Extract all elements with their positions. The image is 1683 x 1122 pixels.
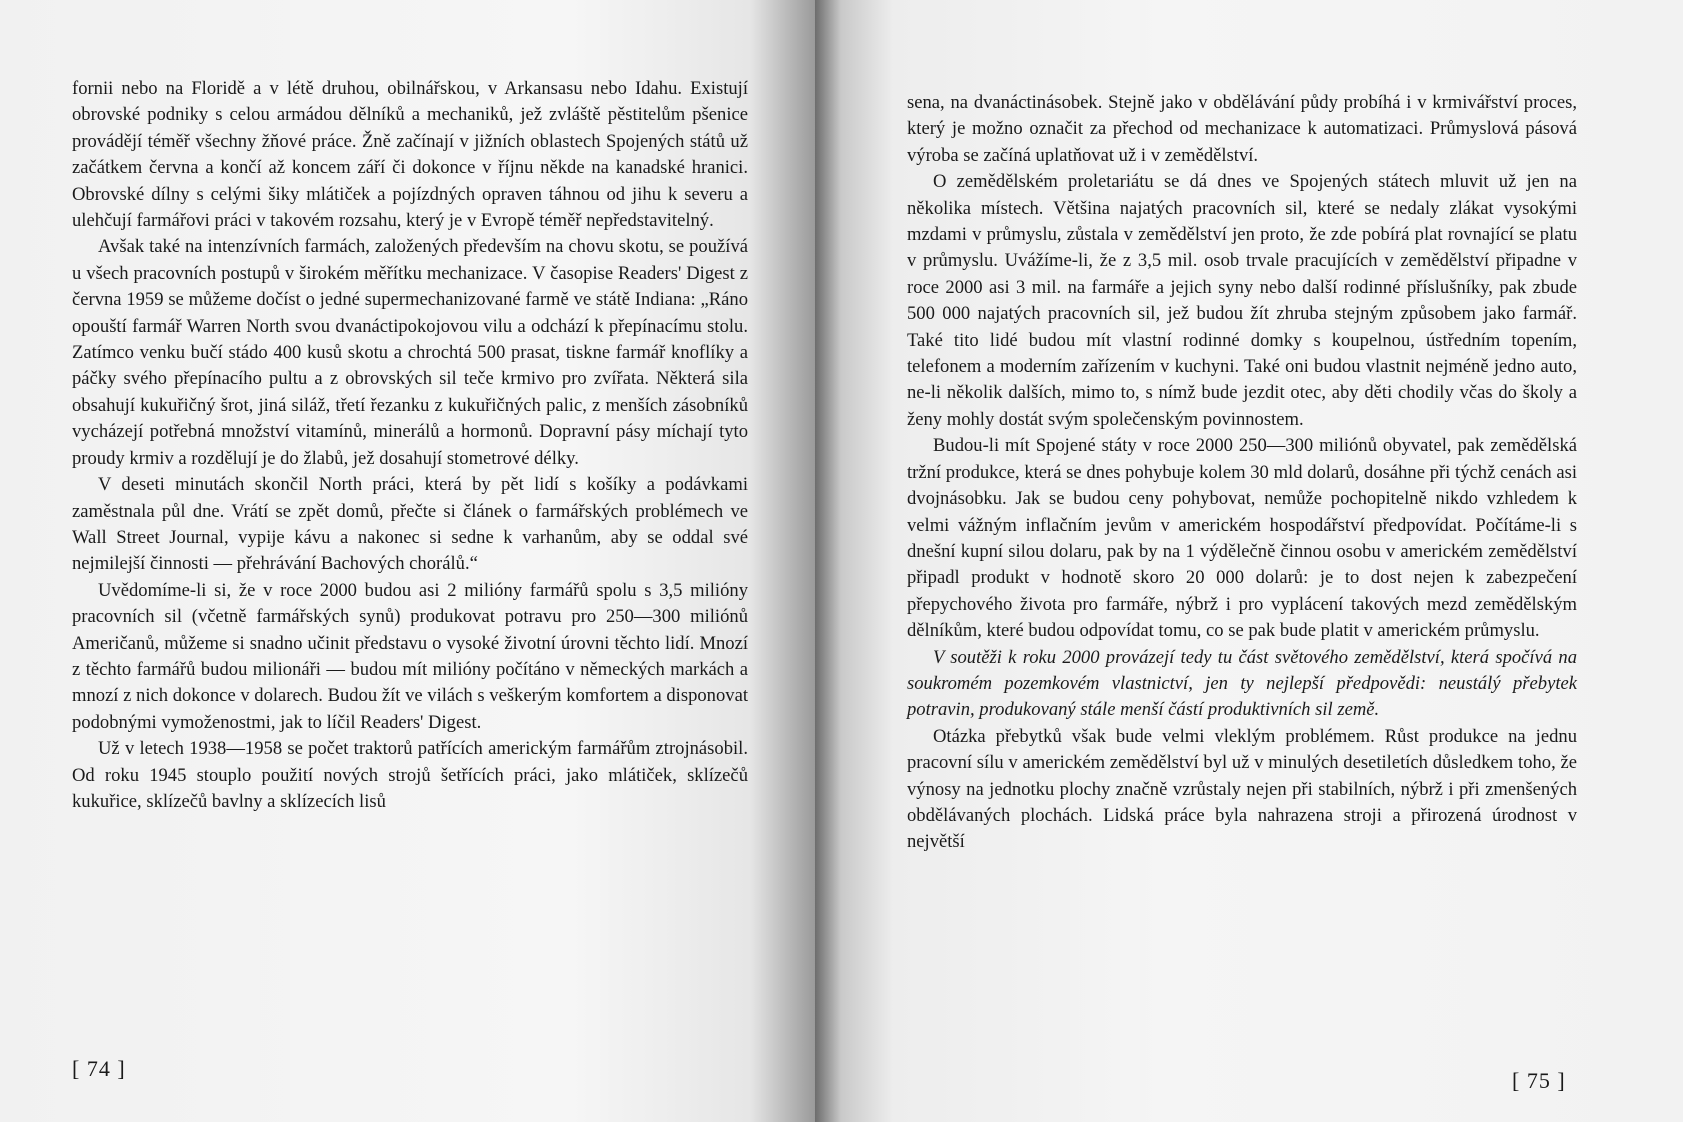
paragraph: Avšak také na intenzívních farmách, založených především na chovu skotu, se používá u všech pracovních postupů v širokém měřítku mechanizace. V časopise Readers' Digest z června 1959 se můžeme dočíst o jedné supermechanizované farmě ve státě Indiana: „Ráno opouští farmář Warren North svou dvanáctipokojovou vilu a odchází k přepínacímu stolu. Zatímco venku bučí stádo 400 kusů skotu a chrochtá 500 prasat, tiskne farmář knoflíky a páčky svého přepínacího pultu a z obrovských sil teče krmivo pro zvířata. Některá sila obsahují kukuřičný šrot, jiná siláž, třetí řezanku z kukuřičných palic, z menších zásobníků vycházejí potřebná množství vitamínů, minerálů a hormonů. Dopravní pásy míchají tyto proudy krmiv a rozdělují je do žlabů, jež dosahují stometrové délky. (72, 236, 748, 469)
paragraph: Uvědomíme-li si, že v roce 2000 budou asi 2 milióny farmářů spolu s 3,5 milióny pracovních sil (včetně farmářských synů) produkovat potravu pro 250—300 miliónů Američanů, můžeme si snadno učinit představu o vysoké životní úrovni těchto lidí. Mnozí z těchto farmářů budou milionáři — budou mít milióny počítáno v německých markách a mnozí z nich dokonce v dolarech. Budou žít ve vilách s veškerým komfortem a disponovat podobnými vymoženostmi, jak to líčil Readers' Digest. (72, 579, 748, 733)
right-page (815, 0, 1683, 1122)
left-page (0, 0, 815, 1122)
right-page-text (907, 90, 1577, 856)
left-page-text (72, 76, 748, 815)
page-number: [ 75 ] (1512, 1068, 1566, 1093)
paragraph: Otázka přebytků však bude velmi vleklým problémem. Růst produkce na jednu pracovní sílu v americkém zemědělství byl už v minulých desetiletích důsledkem toho, že výnosy na jednotku plochy značně vzrůstaly nejen při stabilních, nýbrž i při zmenšených obdělávaných plochách. Lidská práce byla nahrazena stroji a přirozená úrodnost v největší (907, 725, 1577, 853)
italic-paragraph: V soutěži k roku 2000 provázejí tedy tu část světového zemědělství, která spočívá na soukromém pozemkovém vlastnictví, jen ty nejlepší předpovědi: neustálý přebytek potravin, produkovaný stále menší částí produktivních sil země. (907, 646, 1577, 721)
paragraph: fornii nebo na Floridě a v létě druhou, obilnářskou, v Arkansasu nebo Idahu. Existují obrovské podniky s celou armádou dělníků a mechaniků, jež zvláště pěstitelům pšenice provádějí téměř všechny žňové práce. Žně začínají v jižních oblastech Spojených států už začátkem června a končí až koncem září či dokonce v říjnu někde na kanadské hranici. Obrovské dílny s celými šiky mlátiček a pojízdných opraven táhnou od jihu k severu a ulehčují farmářovi práci v takovém rozsahu, který je v Evropě téměř nepředstavitelný. (72, 78, 748, 232)
paragraph: O zemědělském proletariátu se dá dnes ve Spojených státech mluvit už jen na několika místech. Většina najatých pracovních sil, které se nedaly zlákat vysokými mzdami v průmyslu, zůstala v zemědělství jen proto, že zde pobírá plat rovnající se platu v průmyslu. Uvážíme-li, že z 3,5 mil. osob trvale pracujících v zemědělství připadne v roce 2000 asi 3 mil. na farmáře a jejich syny nebo další rodinné příslušníky, pak zbude 500 000 najatých pracovních sil, jež budou žít zhruba stejným způsobem jako farmář. Také tito lidé budou mít vlastní rodinné domky s koupelnou, ústředním topením, telefonem a moderním zařízením v kuchyni. Také oni budou vlastnit nejméně jedno auto, ne-li několik dalších, mimo to, s nímž bude jezdit otec, aby děti chodily včas do školy a ženy mohly dostát svým společenským povinnostem. (907, 171, 1577, 430)
page-number: [ 74 ] (72, 1056, 126, 1081)
paragraph: Budou-li mít Spojené státy v roce 2000 250—300 miliónů obyvatel, pak zemědělská tržní produkce, která se dnes pohybuje kolem 30 mld dolarů, dosáhne při týchž cenách asi dvojnásobku. Jak se budou ceny pohybovat, nemůže pochopitelně nikdo vzhledem k velmi vážným inflačním jevům v americkém hospodářství předpovídat. Počítáme-li s dnešní kupní silou dolaru, pak by na 1 výdělečně činnou osobu v americkém zemědělství připadl produkt v hodnotě skoro 20 000 dolarů: je to dost nejen k zabezpečení přepychového života pro farmáře, nýbrž i pro vyplácení takových mezd zemědělským dělníkům, které budou odpovídat tomu, co se pak bude platit v americkém průmyslu. (907, 435, 1577, 642)
paragraph: sena, na dvanáctinásobek. Stejně jako v obdělávání půdy probíhá i v krmivářství proces, který je možno označit za přechod od mechanizace k automatizaci. Průmyslová pásová výroba se začíná uplatňovat už i v zemědělství. (907, 92, 1577, 166)
paragraph: Už v letech 1938—1958 se počet traktorů patřících americkým farmářům ztrojnásobil. Od roku 1945 stouplo použití nových strojů šetřících práci, jako mlátiček, sklízečů kukuřice, sklízečů bavlny a sklízecích lisů (72, 738, 748, 812)
paragraph: V deseti minutách skončil North práci, která by pět lidí s košíky a podávkami zaměstnala půl dne. Vrátí se zpět domů, přečte si článek o farmářských problémech ve Wall Street Journal, vypije kávu a nakonec si sedne k varhanům, aby se oddal své nejmilejší činnosti — přehrávání Bachových chorálů.“ (72, 474, 748, 575)
